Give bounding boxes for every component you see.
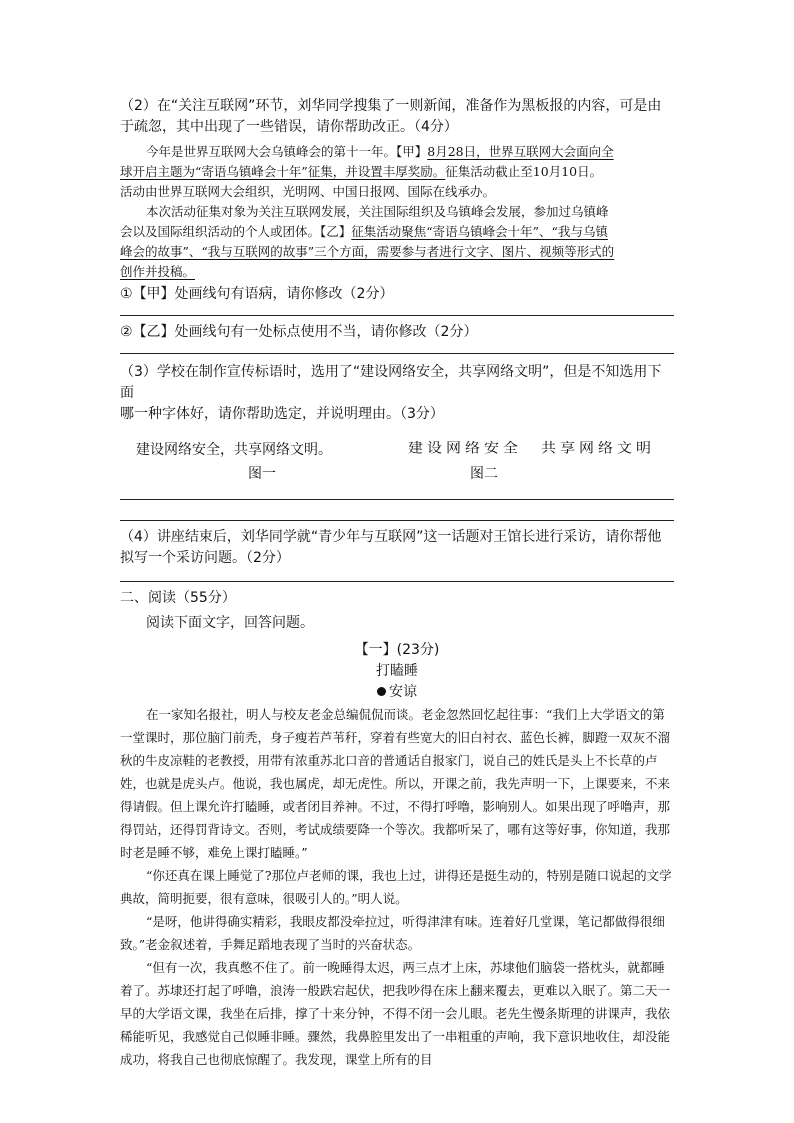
author-name: 安谅 xyxy=(389,684,417,700)
bullet-dot-icon xyxy=(377,687,386,696)
news-line-4: 本次活动征集对象为关注互联网发展，关注国际组织及乌镇峰会发展，参加过乌镇峰 xyxy=(146,204,609,219)
news-line-5 xyxy=(120,222,674,242)
news-line-6 xyxy=(120,242,674,262)
news-text: 会以及国际组织活动的个人或团体。【乙】 xyxy=(120,224,352,239)
q4-line-2: 拟写一个采访问题。（2分） xyxy=(120,550,290,566)
news-passage xyxy=(120,142,674,282)
yi-underlined-sentence: 征集活动聚焦“寄语乌镇峰会十年”、“我与乌镇 xyxy=(351,224,608,239)
q2-intro-line-1: （2）在“关注互联网”环节，刘华同学搜集了一则新闻，准备作为黑板报的内容，可是由 xyxy=(120,98,662,114)
yi-underlined-sentence-end: 创作并投稿。 xyxy=(120,264,196,279)
reading-instruction: 阅读下面文字，回答问题。 xyxy=(146,615,314,631)
part-title: 【一】(23分) xyxy=(354,642,440,658)
news-line-7 xyxy=(120,262,674,282)
news-line-1 xyxy=(120,142,674,162)
yi-underlined-sentence-cont: 峰会的故事”、“我与互联网的故事”三个方面，需要参与者进行文字、图片、视频等形式的 xyxy=(120,244,615,259)
q3-line-2: 哪一种字体好，请你帮助选定，并说明理由。（3分） xyxy=(120,406,444,422)
q3-line-1: （3）学校在制作宣传标语时，选用了“建设网络安全，共享网络文明”，但是不知选用下面 xyxy=(120,364,662,401)
caption-figure-1: 图一 xyxy=(248,466,276,482)
news-text: 今年是世界互联网大会乌镇峰会的第十一年。【甲】 xyxy=(146,144,428,159)
q2-sub-question-2: ②【乙】处画线句有一处标点使用不当，请你修改（2分） xyxy=(120,324,478,340)
jia-underlined-sentence-cont: 球开启主题为“寄语乌镇峰会十年”征集，并设置丰厚奖励。 xyxy=(120,164,446,179)
story-paragraph-3: “是呀，他讲得确实精彩，我眼皮都没牵拉过，听得津津有味。连着好几堂课，笔记都做得很细致。”老金叙述着，手舞足蹈地表现了当时的兴奋状态。 xyxy=(120,914,665,952)
jia-underlined-sentence: 8月28日，世界互联网大会面向全 xyxy=(427,144,614,159)
font-samples xyxy=(120,439,674,489)
story-paragraph-2: “你还真在课上睡觉了?那位卢老师的课，我也上过，讲得还是挺生动的，特别是随口说起的文学典故，简明扼要，很有意味，很吸引人的。”明人说。 xyxy=(120,868,672,906)
answer-line-3[interactable] xyxy=(120,489,674,500)
caption-figure-2: 图二 xyxy=(470,466,498,482)
story-title: 打瞌睡 xyxy=(376,663,418,679)
font-sample-1: 建设网络安全，共享网络文明。 xyxy=(136,442,332,458)
answer-line-5[interactable] xyxy=(120,569,674,582)
author-line xyxy=(120,682,674,703)
section-title: 二、阅读（55分） xyxy=(120,590,236,606)
news-text: 征集活动截止至10月10日。 xyxy=(445,164,603,179)
news-line-3: 活动由世界互联网大会组织，光明网、中国日报网、国际在线承办。 xyxy=(120,184,496,199)
q2-intro-line-2: 于疏忽，其中出现了一些错误，请你帮助改正。（4分） xyxy=(120,119,458,135)
font-sample-2: 建设网络安全 共享网络文明 xyxy=(408,439,656,457)
story-paragraph-4: “但有一次，我真憋不住了。前一晚睡得太迟，两三点才上床，苏埭他们脑袋一搭枕头，就都睡着了。苏埭还打起了呼噜，浪涛一般跌宕起伏，把我吵得在床上翻来覆去，更难以入眠了。第二天一早的大学语文课，我坐在后排，撑了十来分钟，不得不闭一会儿眼。老先生慢条斯理的讲课声，我依稀能听见，我感觉自己似睡非睡。骤然，我鼻腔里发出了一串粗重的声响，我下意识地收住，却没能成功，将我自己也彻底惊醒了。我发现，课堂上所有的目 xyxy=(120,960,671,1067)
q4-line-1: （4）讲座结束后，刘华同学就“青少年与互联网”这一话题对王馆长进行采访，请你帮他 xyxy=(120,529,662,545)
answer-line-2[interactable] xyxy=(120,343,674,354)
news-line-2 xyxy=(120,162,674,182)
answer-line-4[interactable] xyxy=(120,506,674,521)
answer-line-1[interactable] xyxy=(120,305,674,316)
exam-page xyxy=(120,96,674,1071)
q2-sub-question-1: ①【甲】处画线句有语病，请你修改（2分） xyxy=(120,286,394,302)
story-paragraph-1: 在一家知名报社，明人与校友老金总编侃侃而谈。老金忽然回忆起往事：“我们上大学语文的第一堂课时，那位脑门前秃，身子瘦若芦苇秆，穿着有些宽大的旧白衬衣、蓝色长裤，脚蹬一双灰不溜秋的牛皮凉鞋的老教授，用带有浓重苏北口音的普通话自报家门，说自己的姓氏是头上不长草的卢姓，也就是虎头卢。他说，我也属虎，却无虎性。所以，开课之前，我先声明一下，上课要来，不来得请假。但上课允许打瞌睡，或者闭目养神。不过，不得打呼噜，影响别人。如果出现了呼噜声，那得罚站，还得罚背诗文。否则，考试成绩要降一个等次。我都听呆了，哪有这等好事，你知道，我那时老是睡不够，难免上课打瞌睡。” xyxy=(120,707,671,860)
